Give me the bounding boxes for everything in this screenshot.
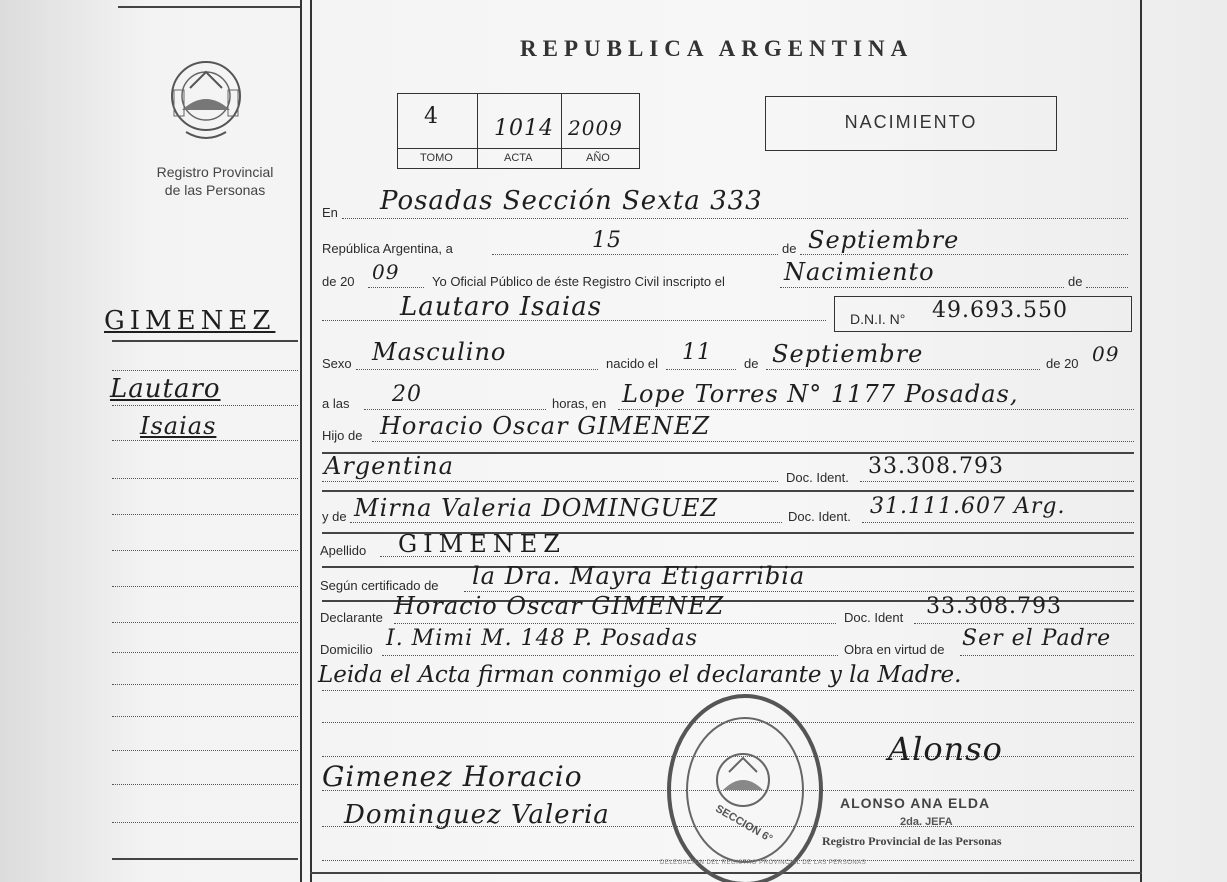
record-box-divider [561,93,562,169]
father-value: Horacio Oscar GIMENEZ [380,412,711,440]
country-title: REPUBLICA ARGENTINA [520,36,914,61]
en-value: Posadas Sección Sexta 333 [380,186,763,216]
registry-name: Registro Provincial de las Personas [156,164,274,198]
margin-line [112,340,298,342]
mother-line [350,522,782,523]
acta-value: 1014 [494,116,554,141]
hour-line [364,409,546,410]
margin-line [112,478,298,479]
doc-label: Doc. Ident. [786,470,849,485]
hijo-label: Hijo de [322,428,363,443]
day-line [492,254,778,255]
domicilio-line [382,655,838,656]
signature-mother: Dominguez Valeria [344,800,610,830]
apellido-label: Apellido [320,543,367,558]
top-rule-left [118,6,300,8]
margin-line [112,716,298,717]
doc-label-mother: Doc. Ident. [788,509,851,524]
apellido-value: GIMENEZ [398,530,566,558]
signature-father: Gimenez Horacio [322,760,583,793]
alas-label: a las [322,396,350,411]
father-nat-value: Argentina [324,452,454,480]
birth-month-line [766,369,1040,370]
margin-given-name-1: Lautaro [110,374,221,404]
margin-line [112,514,298,515]
doc2-label: Doc. Ident [844,610,904,625]
acta-label: ACTA [504,152,533,164]
leida-value: Leida el Acta firman conmigo el declarante y la Madre. [318,662,962,688]
year-suffix-value: 09 [372,260,400,284]
sexo-label: Sexo [322,356,352,371]
margin-line [112,652,298,653]
sexo-line [356,369,598,370]
de2-line [1086,287,1128,288]
birth-day-line [666,369,736,370]
nacido-label: nacido el [606,356,659,371]
margin-line [112,750,298,751]
margin-line [112,858,298,860]
father-nat-line [322,481,778,482]
father-doc-value: 33.308.793 [868,454,1004,479]
place-line [618,409,1134,410]
obra-line [960,655,1134,656]
record-box-divider [397,148,640,149]
domicilio-value: I. Mimi M. 148 P. Posadas [386,626,699,651]
margin-given-name-2: Isaias [140,412,217,440]
dni-label: D.N.I. N° [850,311,906,327]
official-name: ALONSO ANA ELDA [840,795,991,811]
anio-label: AÑO [586,152,610,164]
yde-label: y de [322,509,347,524]
seal-center-text: SECCION 6° [713,802,775,846]
tomo-label: TOMO [420,152,453,164]
place-value: Lope Torres N° 1177 Posadas, [622,380,1019,408]
official-org: Registro Provincial de las Personas [822,834,1002,848]
domicilio-label: Domicilio [320,642,373,657]
month-value: Septiembre [808,226,960,254]
dni-value: 49.693.550 [932,298,1068,323]
obra-value: Ser el Padre [962,626,1112,651]
margin-line [112,405,298,406]
sexo-value: Masculino [372,338,507,366]
father-doc-line [860,481,1134,482]
margin-line [112,622,298,623]
tomo-value: 4 [424,104,439,129]
official-role: 2da. JEFA [900,816,953,828]
margin-line [112,440,298,441]
de3-label: de [744,356,759,371]
declarante-line [394,623,836,624]
margin-line [112,586,298,587]
certificado-value: la Dra. Mayra Etigarribia [472,562,806,590]
event-value: Nacimiento [784,258,935,286]
mother-doc-line [862,522,1134,523]
seal-ring-text: DELEGACION DEL REGISTRO PROVINCIAL DE LAS PERSONAS [660,860,867,866]
de-label: de [782,241,797,256]
declarante-label: Declarante [320,610,383,625]
father-line [372,441,1134,442]
child-name-value: Lautaro Isaias [400,292,603,322]
mother-value: Mirna Valeria DOMINGUEZ [354,494,719,522]
day-value: 15 [592,228,622,253]
birth-month-value: Septiembre [772,340,924,368]
margin-line [112,684,298,685]
margin-surname: GIMENEZ [104,306,276,336]
month-line [800,254,1128,255]
event-line [780,287,1064,288]
form-border-left [310,0,312,882]
certificado-label: Según certificado de [320,578,439,593]
signature-official: Alonso [888,730,1003,768]
declarante-doc-value: 33.308.793 [926,594,1062,619]
left-column-rule [300,0,302,882]
anio-value: 2009 [568,116,623,140]
republica-label: República Argentina, a [322,241,453,256]
margin-line [112,550,298,551]
record-box-divider [477,93,478,169]
birth-day-value: 11 [682,340,712,365]
ruled-line [322,490,1134,492]
hour-value: 20 [392,382,422,407]
province-emblem-icon [160,48,252,148]
declarante-doc-line [914,623,1134,624]
margin-line [112,370,298,371]
margin-line [112,822,298,823]
horas-label: horas, en [552,396,607,411]
birth-year-value: 09 [1092,342,1120,366]
year2-label: de 20 [1046,356,1079,371]
obra-label: Obra en virtud de [844,642,945,657]
officer-text: Yo Oficial Público de éste Registro Civil inscripto el [432,274,725,289]
de2-label: de [1068,274,1083,289]
year-prefix-label: de 20 [322,274,355,289]
mother-doc-value: 31.111.607 Arg. [870,494,1066,519]
form-border-right [1140,0,1142,882]
act-type: NACIMIENTO [844,112,978,132]
en-label: En [322,205,338,220]
year-line [368,287,424,288]
en-line [342,218,1128,219]
registry-seal [665,680,825,882]
declarante-value: Horacio Oscar GIMENEZ [394,592,725,620]
margin-line [112,784,298,785]
